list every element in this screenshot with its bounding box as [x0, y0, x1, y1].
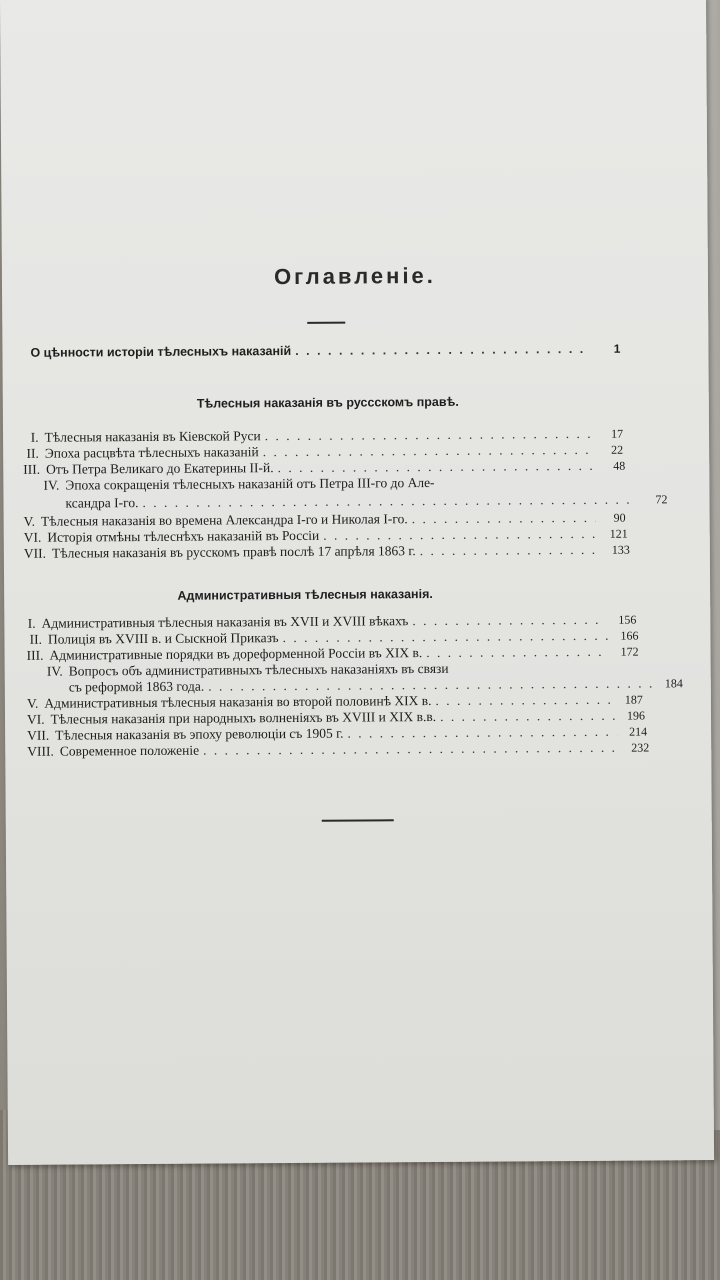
entry-number: II.: [29, 631, 43, 647]
entry-page-number: 172: [620, 644, 639, 659]
leader-dots: [295, 342, 590, 358]
section2-list: [4, 607, 710, 759]
toc-entry: [24, 542, 630, 562]
entry-page-number: 196: [626, 708, 646, 723]
entry-number: I.: [27, 615, 36, 631]
entry-number: VI.: [26, 711, 45, 727]
entry-number: V.: [26, 695, 39, 711]
leader-dots: [323, 526, 598, 544]
entry-page-number: 121: [609, 526, 628, 541]
entry-number: I.: [30, 429, 39, 445]
entry-number: VI.: [23, 529, 42, 545]
entry-title: Современное положеніе: [59, 742, 200, 759]
entry-title: Исторія отмѣны тѣлеснѣхъ наказаній въ Россіи: [47, 527, 320, 545]
entry-page-number: 17: [610, 426, 624, 441]
entry-page-number: 90: [613, 510, 626, 525]
leader-dots: [412, 510, 596, 527]
entry-page-number: 156: [618, 612, 637, 627]
toc-entry: [23, 474, 623, 494]
entry-title: съ реформой 1863 года.: [68, 678, 205, 695]
leader-dots: [347, 724, 617, 742]
leader-dots: [142, 492, 637, 511]
entry-title: Полиція въ XVIII в. и Сыскной Приказъ: [47, 630, 279, 647]
section1-heading: Тѣлесныя наказанія въ руссскомъ правѣ.: [196, 394, 459, 411]
entry-number: VII.: [27, 727, 50, 743]
entry-title: Тѣлесныя наказанія въ Кіевской Руси: [44, 428, 261, 445]
entry-page-number: 48: [613, 458, 626, 473]
entry-title: Вопросъ объ административныхъ тѣлесныхъ наказаніяхъ въ связи: [68, 660, 449, 679]
entry-page-number: 232: [631, 740, 650, 755]
toc-entry: [23, 491, 667, 511]
entry-page-number: 22: [611, 442, 624, 457]
entry-number: VIII.: [27, 743, 54, 759]
entry-title: Эпоха сокращенія тѣлесныхъ наказаній отъ Петра III-го до Але-: [65, 474, 435, 493]
leader-dots: [426, 644, 608, 661]
entry-page-number: 184: [664, 676, 683, 691]
entry-number: III.: [23, 461, 41, 477]
intro-entry: [30, 342, 620, 360]
entry-title: Административныя тѣлесныя наказанія въ XVII и XVIII вѣкахъ: [41, 613, 409, 631]
entry-number: IV.: [43, 477, 60, 493]
leader-dots: [435, 692, 612, 709]
entry-number: III.: [26, 647, 44, 663]
entry-page-number: 214: [629, 724, 648, 739]
entry-page-number: 72: [655, 492, 668, 507]
end-rule: [322, 819, 394, 822]
entry-page-number: 133: [611, 542, 630, 557]
entry-title: Тѣлесныя наказанія въ эпоху революціи съ 1905 г.: [55, 725, 344, 743]
leader-dots: [440, 708, 615, 725]
page-title: Оглавленіе.: [273, 262, 436, 290]
entry-number: IV.: [46, 663, 63, 679]
entry-title: Эпоха расцвѣта тѣлесныхъ наказаній: [44, 444, 259, 461]
leader-dots: [203, 740, 619, 759]
entry-page-number: 187: [624, 692, 643, 707]
entry-title: Административные порядки въ дореформенной Россіи въ XIX в.: [49, 645, 423, 663]
entry-number: VII.: [23, 545, 47, 561]
section2-heading: Административныя тѣлесныя наказанія.: [177, 586, 433, 603]
entry-page-number: 166: [620, 628, 639, 643]
entry-number: II.: [26, 445, 39, 461]
toc-entry: [27, 739, 649, 759]
leader-dots: [420, 542, 600, 559]
title-rule: [307, 322, 345, 324]
entry-title: Отъ Петра Великаго до Екатерины II-й.: [46, 460, 274, 477]
entry-title: Тѣлесныя наказанія во времена Александра I-го и Николая I-го.: [40, 511, 408, 529]
section1-list: [3, 421, 709, 561]
entry-title: Административныя тѣлесныя наказанія во второй половинѣ XIX в.: [44, 693, 432, 711]
entry-title: Тѣлесныя наказанія въ русскомъ правѣ послѣ 17 апрѣля 1863 г.: [51, 543, 416, 561]
entry-number: V.: [23, 513, 36, 529]
intro-entry-page: 1: [613, 341, 621, 356]
leader-dots: [412, 612, 606, 629]
entry-title: Тѣлесныя наказанія при народныхъ волненіяхъ въ XVIII и XIX в.в.: [50, 708, 437, 727]
intro-entry-text: О цѣнности исторіи тѣлесныхъ наказаній: [30, 343, 292, 360]
entry-title: ксандра I-го.: [65, 495, 139, 511]
